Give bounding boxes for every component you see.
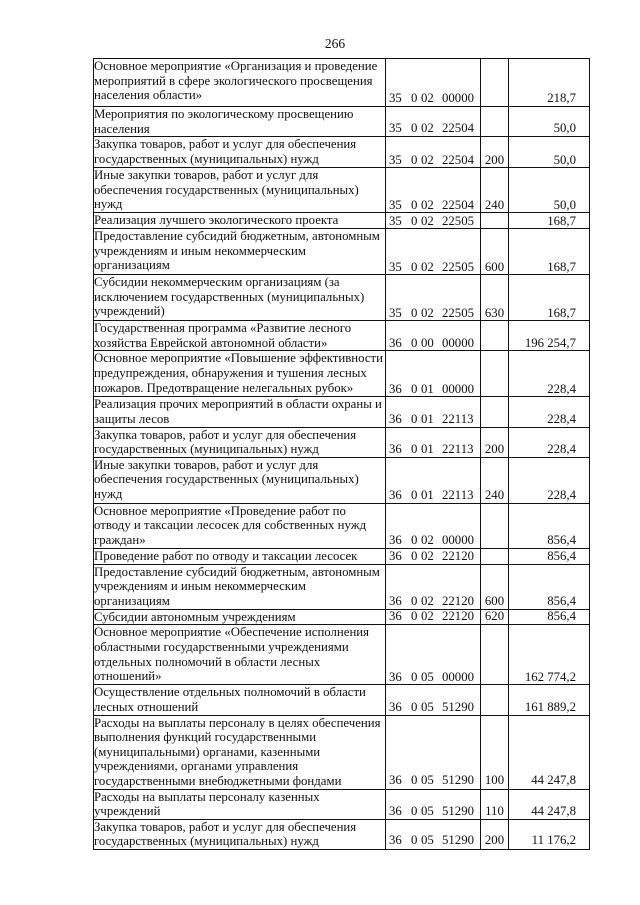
code-program: 36 bbox=[389, 488, 402, 503]
row-amount bbox=[509, 609, 590, 625]
code-program: 36 bbox=[389, 533, 402, 548]
row-amount bbox=[509, 137, 590, 168]
code-measure: 02 bbox=[421, 213, 434, 228]
row-amount bbox=[509, 168, 590, 213]
code-direction: 51290 bbox=[442, 772, 474, 787]
code-direction: 22113 bbox=[442, 488, 474, 503]
row-amount bbox=[509, 457, 590, 503]
description-line: Иные закупки товаров, работ и услуг для bbox=[94, 168, 319, 183]
code-direction: 00000 bbox=[442, 91, 474, 106]
row-amount bbox=[509, 229, 590, 275]
expense-type-code: 110 bbox=[485, 803, 504, 818]
row-amount bbox=[509, 321, 590, 351]
amount-value: 856,4 bbox=[547, 533, 576, 548]
row-amount bbox=[509, 351, 590, 397]
description-line: государственных (муниципальных) нужд bbox=[94, 151, 319, 166]
code-program: 36 bbox=[389, 411, 402, 426]
row-amount bbox=[509, 427, 590, 457]
row-expense-type bbox=[481, 685, 509, 715]
table-row bbox=[94, 321, 590, 351]
row-description bbox=[94, 351, 386, 397]
row-expense-type bbox=[481, 107, 509, 137]
expense-type-code: 200 bbox=[484, 441, 505, 456]
amount-value: 11 176,2 bbox=[531, 833, 576, 848]
description-line: государственных (муниципальных) нужд bbox=[94, 442, 319, 457]
code-subprogram: 0 bbox=[411, 609, 418, 624]
amount-value: 228,4 bbox=[547, 411, 576, 426]
code-direction: 22120 bbox=[442, 609, 474, 624]
row-amount bbox=[509, 789, 590, 819]
code-program: 36 bbox=[389, 441, 402, 456]
description-line: Предоставление субсидий бюджетным, автономным bbox=[94, 564, 380, 579]
expense-type-code: 240 bbox=[484, 488, 505, 503]
row-expense-type bbox=[481, 275, 509, 321]
description-line: Субсидии автономным учреждениям bbox=[94, 609, 296, 624]
description-line: Расходы на выплаты персоналу в целях обеспечения bbox=[94, 715, 381, 730]
row-expense-type bbox=[481, 427, 509, 457]
code-measure: 02 bbox=[421, 549, 434, 564]
row-description bbox=[94, 548, 386, 564]
row-code bbox=[386, 168, 481, 213]
row-description bbox=[94, 789, 386, 819]
row-description bbox=[94, 427, 386, 457]
row-expense-type bbox=[481, 351, 509, 397]
amount-value: 168,7 bbox=[547, 213, 576, 228]
description-line: населения области» bbox=[94, 88, 203, 103]
row-code bbox=[386, 564, 481, 609]
row-description bbox=[94, 321, 386, 351]
row-code bbox=[386, 229, 481, 275]
row-code bbox=[386, 789, 481, 819]
expense-type-code: 200 bbox=[484, 833, 505, 848]
table-row bbox=[94, 427, 590, 457]
description-line: мероприятий в сфере экологического просвещения bbox=[94, 73, 373, 88]
table-row bbox=[94, 351, 590, 397]
amount-value: 50,0 bbox=[553, 121, 576, 136]
description-line: организациям bbox=[94, 593, 170, 608]
table-row bbox=[94, 625, 590, 685]
code-subprogram: 0 bbox=[411, 381, 418, 396]
code-measure: 02 bbox=[421, 152, 434, 167]
code-direction: 22504 bbox=[442, 121, 474, 136]
code-subprogram: 0 bbox=[411, 441, 418, 456]
code-program: 36 bbox=[389, 772, 402, 787]
code-subprogram: 0 bbox=[411, 411, 418, 426]
code-measure: 05 bbox=[421, 833, 434, 848]
budget-table-body bbox=[94, 59, 590, 850]
code-program: 36 bbox=[389, 594, 402, 609]
description-line: Реализация прочих мероприятий в области охраны и bbox=[94, 397, 382, 412]
code-subprogram: 0 bbox=[411, 533, 418, 548]
description-line: учреждениям и иным некоммерческим bbox=[94, 243, 306, 258]
row-code bbox=[386, 819, 481, 849]
description-line: отношений» bbox=[94, 669, 162, 684]
row-code bbox=[386, 548, 481, 564]
row-amount bbox=[509, 107, 590, 137]
row-code bbox=[386, 503, 481, 548]
code-program: 36 bbox=[389, 609, 402, 624]
description-line: организациям bbox=[94, 258, 170, 273]
description-line: государственных (муниципальных) нужд bbox=[94, 834, 319, 849]
row-code bbox=[386, 427, 481, 457]
table-row bbox=[94, 213, 590, 229]
table-row bbox=[94, 168, 590, 213]
description-line: хозяйства Еврейской автономной области» bbox=[94, 335, 328, 350]
row-description bbox=[94, 685, 386, 715]
table-row bbox=[94, 564, 590, 609]
amount-value: 856,4 bbox=[547, 549, 576, 564]
table-row bbox=[94, 789, 590, 819]
code-measure: 02 bbox=[421, 91, 434, 106]
description-line: Субсидии некоммерческим организациям (за bbox=[94, 275, 340, 290]
description-line: нужд bbox=[94, 486, 123, 501]
row-description bbox=[94, 275, 386, 321]
table-row bbox=[94, 548, 590, 564]
row-amount bbox=[509, 397, 590, 427]
description-line: Основное мероприятие «Организация и проведение bbox=[94, 59, 378, 73]
table-row bbox=[94, 275, 590, 321]
description-line: Проведение работ по отводу и таксации лесосек bbox=[94, 548, 358, 563]
description-line: пожаров. Предотвращение нелегальных рубок» bbox=[94, 380, 354, 395]
code-subprogram: 0 bbox=[411, 833, 418, 848]
code-subprogram: 0 bbox=[411, 152, 418, 167]
description-line: населения bbox=[94, 121, 150, 136]
code-measure: 01 bbox=[421, 381, 434, 396]
code-direction: 00000 bbox=[442, 381, 474, 396]
code-measure: 02 bbox=[421, 121, 434, 136]
row-expense-type bbox=[481, 789, 509, 819]
code-program: 35 bbox=[389, 121, 402, 136]
code-direction: 00000 bbox=[442, 335, 474, 350]
code-direction: 22113 bbox=[442, 411, 474, 426]
row-expense-type bbox=[481, 137, 509, 168]
description-line: обеспечения государственных (муниципальных) bbox=[94, 182, 359, 197]
description-line: исключением государственных (муниципальных) bbox=[94, 289, 365, 304]
description-line: Иные закупки товаров, работ и услуг для bbox=[94, 457, 319, 472]
code-measure: 01 bbox=[421, 441, 434, 456]
expense-type-code: 100 bbox=[484, 772, 505, 787]
code-direction: 22120 bbox=[442, 549, 474, 564]
row-description bbox=[94, 213, 386, 229]
description-line: учреждениями, органами управления bbox=[94, 759, 299, 774]
amount-value: 856,4 bbox=[547, 609, 576, 624]
row-description bbox=[94, 59, 386, 107]
row-expense-type bbox=[481, 397, 509, 427]
code-program: 36 bbox=[389, 699, 402, 714]
description-line: отводу и таксации лесосек для собственных нужд bbox=[94, 518, 367, 533]
code-subprogram: 0 bbox=[411, 335, 418, 350]
expense-type-code: 600 bbox=[484, 259, 505, 274]
code-subprogram: 0 bbox=[411, 772, 418, 787]
code-direction: 22505 bbox=[442, 305, 474, 320]
code-subprogram: 0 bbox=[411, 699, 418, 714]
code-direction: 22113 bbox=[442, 441, 474, 456]
row-code bbox=[386, 137, 481, 168]
row-description bbox=[94, 168, 386, 213]
code-direction: 00000 bbox=[442, 669, 474, 684]
code-subprogram: 0 bbox=[411, 259, 418, 274]
description-line: государственными внебюджетными фондами bbox=[94, 773, 342, 788]
expense-type-code: 620 bbox=[484, 609, 505, 624]
row-expense-type bbox=[481, 503, 509, 548]
amount-value: 168,7 bbox=[547, 259, 576, 274]
row-expense-type bbox=[481, 564, 509, 609]
amount-value: 50,0 bbox=[553, 152, 576, 167]
amount-value: 162 774,2 bbox=[524, 669, 576, 684]
amount-value: 50,0 bbox=[553, 197, 576, 212]
code-program: 35 bbox=[389, 197, 402, 212]
row-amount bbox=[509, 59, 590, 107]
code-measure: 01 bbox=[421, 411, 434, 426]
row-amount bbox=[509, 625, 590, 685]
description-line: отдельных полномочий в области лесных bbox=[94, 654, 321, 669]
code-program: 35 bbox=[389, 91, 402, 106]
code-program: 36 bbox=[389, 803, 402, 818]
table-row bbox=[94, 685, 590, 715]
amount-value: 228,4 bbox=[547, 441, 576, 456]
expense-type-code: 600 bbox=[484, 594, 505, 609]
row-amount bbox=[509, 548, 590, 564]
table-row bbox=[94, 457, 590, 503]
row-amount bbox=[509, 715, 590, 789]
code-program: 36 bbox=[389, 335, 402, 350]
row-amount bbox=[509, 685, 590, 715]
row-description bbox=[94, 457, 386, 503]
description-line: Закупка товаров, работ и услуг для обеспечения bbox=[94, 137, 357, 152]
code-program: 35 bbox=[389, 259, 402, 274]
description-line: Государственная программа «Развитие лесного bbox=[94, 321, 352, 336]
description-line: защиты лесов bbox=[94, 411, 170, 426]
code-subprogram: 0 bbox=[411, 594, 418, 609]
table-row bbox=[94, 397, 590, 427]
table-row bbox=[94, 137, 590, 168]
code-program: 35 bbox=[389, 213, 402, 228]
row-code bbox=[386, 397, 481, 427]
table-row bbox=[94, 229, 590, 275]
row-amount bbox=[509, 503, 590, 548]
code-program: 36 bbox=[389, 669, 402, 684]
row-code bbox=[386, 107, 481, 137]
description-line: учреждений bbox=[94, 804, 161, 819]
row-amount bbox=[509, 275, 590, 321]
code-subprogram: 0 bbox=[411, 91, 418, 106]
row-description bbox=[94, 137, 386, 168]
description-line: Основное мероприятие «Повышение эффективности bbox=[94, 351, 383, 366]
code-direction: 22505 bbox=[442, 213, 474, 228]
row-code bbox=[386, 685, 481, 715]
row-expense-type bbox=[481, 59, 509, 107]
amount-value: 168,7 bbox=[547, 305, 576, 320]
table-row bbox=[94, 819, 590, 849]
code-measure: 02 bbox=[421, 197, 434, 212]
row-code bbox=[386, 213, 481, 229]
row-amount bbox=[509, 213, 590, 229]
code-direction: 22505 bbox=[442, 259, 474, 274]
row-expense-type bbox=[481, 321, 509, 351]
description-line: граждан» bbox=[94, 532, 146, 547]
amount-value: 196 254,7 bbox=[524, 335, 576, 350]
description-line: Реализация лучшего экологического проекта bbox=[94, 213, 339, 228]
amount-value: 228,4 bbox=[547, 381, 576, 396]
code-measure: 05 bbox=[421, 669, 434, 684]
row-code bbox=[386, 609, 481, 625]
description-line: предупреждения, обнаружения и тушения лесных bbox=[94, 365, 367, 380]
code-subprogram: 0 bbox=[411, 305, 418, 320]
description-line: Основное мероприятие «Обеспечение исполнения bbox=[94, 625, 370, 640]
amount-value: 856,4 bbox=[547, 594, 576, 609]
row-expense-type bbox=[481, 819, 509, 849]
row-amount bbox=[509, 564, 590, 609]
table-row bbox=[94, 59, 590, 107]
row-expense-type bbox=[481, 168, 509, 213]
code-direction: 51290 bbox=[442, 833, 474, 848]
row-code bbox=[386, 59, 481, 107]
row-code bbox=[386, 351, 481, 397]
row-expense-type bbox=[481, 609, 509, 625]
code-subprogram: 0 bbox=[411, 669, 418, 684]
amount-value: 161 889,2 bbox=[524, 699, 576, 714]
description-line: лесных отношений bbox=[94, 699, 199, 714]
row-expense-type bbox=[481, 548, 509, 564]
description-line: выполнения функций государственными bbox=[94, 730, 317, 745]
amount-value: 228,4 bbox=[547, 488, 576, 503]
code-program: 36 bbox=[389, 549, 402, 564]
row-description bbox=[94, 715, 386, 789]
table-row bbox=[94, 715, 590, 789]
amount-value: 44 247,8 bbox=[531, 803, 576, 818]
expense-type-code: 200 bbox=[484, 152, 505, 167]
row-amount bbox=[509, 819, 590, 849]
row-description bbox=[94, 564, 386, 609]
description-line: Основное мероприятие «Проведение работ по bbox=[94, 503, 346, 518]
row-description bbox=[94, 503, 386, 548]
description-line: нужд bbox=[94, 197, 123, 212]
row-description bbox=[94, 397, 386, 427]
description-line: учреждений) bbox=[94, 304, 165, 319]
code-measure: 02 bbox=[421, 533, 434, 548]
row-code bbox=[386, 625, 481, 685]
description-line: Мероприятия по экологическому просвещению bbox=[94, 107, 354, 121]
code-measure: 05 bbox=[421, 699, 434, 714]
budget-table bbox=[93, 58, 590, 850]
code-direction: 22120 bbox=[442, 594, 474, 609]
row-expense-type bbox=[481, 213, 509, 229]
code-subprogram: 0 bbox=[411, 197, 418, 212]
table-row bbox=[94, 107, 590, 137]
code-program: 35 bbox=[389, 305, 402, 320]
code-program: 36 bbox=[389, 381, 402, 396]
page-number: 266 bbox=[324, 36, 346, 51]
expense-type-code: 630 bbox=[484, 305, 505, 320]
expense-type-code: 240 bbox=[484, 197, 505, 212]
code-subprogram: 0 bbox=[411, 549, 418, 564]
code-measure: 01 bbox=[421, 488, 434, 503]
description-line: Осуществление отдельных полномочий в области bbox=[94, 685, 366, 700]
description-line: обеспечения государственных (муниципальных) bbox=[94, 472, 359, 487]
description-line: учреждениям и иным некоммерческим bbox=[94, 579, 306, 594]
row-code bbox=[386, 275, 481, 321]
row-expense-type bbox=[481, 625, 509, 685]
row-description bbox=[94, 107, 386, 137]
description-line: Закупка товаров, работ и услуг для обеспечения bbox=[94, 819, 357, 834]
code-subprogram: 0 bbox=[411, 488, 418, 503]
code-subprogram: 0 bbox=[411, 213, 418, 228]
table-row bbox=[94, 609, 590, 625]
code-measure: 05 bbox=[421, 772, 434, 787]
row-code bbox=[386, 321, 481, 351]
code-measure: 02 bbox=[421, 259, 434, 274]
row-expense-type bbox=[481, 715, 509, 789]
row-expense-type bbox=[481, 457, 509, 503]
code-program: 36 bbox=[389, 833, 402, 848]
description-line: областными государственными учреждениями bbox=[94, 639, 349, 654]
description-line: Расходы на выплаты персоналу казенных bbox=[94, 789, 320, 804]
description-line: (муниципальными) органами, казенными bbox=[94, 744, 321, 759]
code-direction: 51290 bbox=[442, 803, 474, 818]
code-direction: 22504 bbox=[442, 152, 474, 167]
amount-value: 218,7 bbox=[547, 91, 576, 106]
code-measure: 02 bbox=[421, 609, 434, 624]
table-row bbox=[94, 503, 590, 548]
row-code bbox=[386, 457, 481, 503]
row-expense-type bbox=[481, 229, 509, 275]
code-direction: 00000 bbox=[442, 533, 474, 548]
code-measure: 02 bbox=[421, 594, 434, 609]
row-description bbox=[94, 609, 386, 625]
code-direction: 22504 bbox=[442, 197, 474, 212]
code-subprogram: 0 bbox=[411, 803, 418, 818]
row-code bbox=[386, 715, 481, 789]
code-measure: 02 bbox=[421, 305, 434, 320]
description-line: Предоставление субсидий бюджетным, автономным bbox=[94, 229, 380, 244]
amount-value: 44 247,8 bbox=[531, 772, 576, 787]
row-description bbox=[94, 819, 386, 849]
code-measure: 00 bbox=[421, 335, 434, 350]
code-measure: 05 bbox=[421, 803, 434, 818]
row-description bbox=[94, 229, 386, 275]
code-program: 35 bbox=[389, 152, 402, 167]
row-description bbox=[94, 625, 386, 685]
description-line: Закупка товаров, работ и услуг для обеспечения bbox=[94, 427, 357, 442]
code-subprogram: 0 bbox=[411, 121, 418, 136]
code-direction: 51290 bbox=[442, 699, 474, 714]
